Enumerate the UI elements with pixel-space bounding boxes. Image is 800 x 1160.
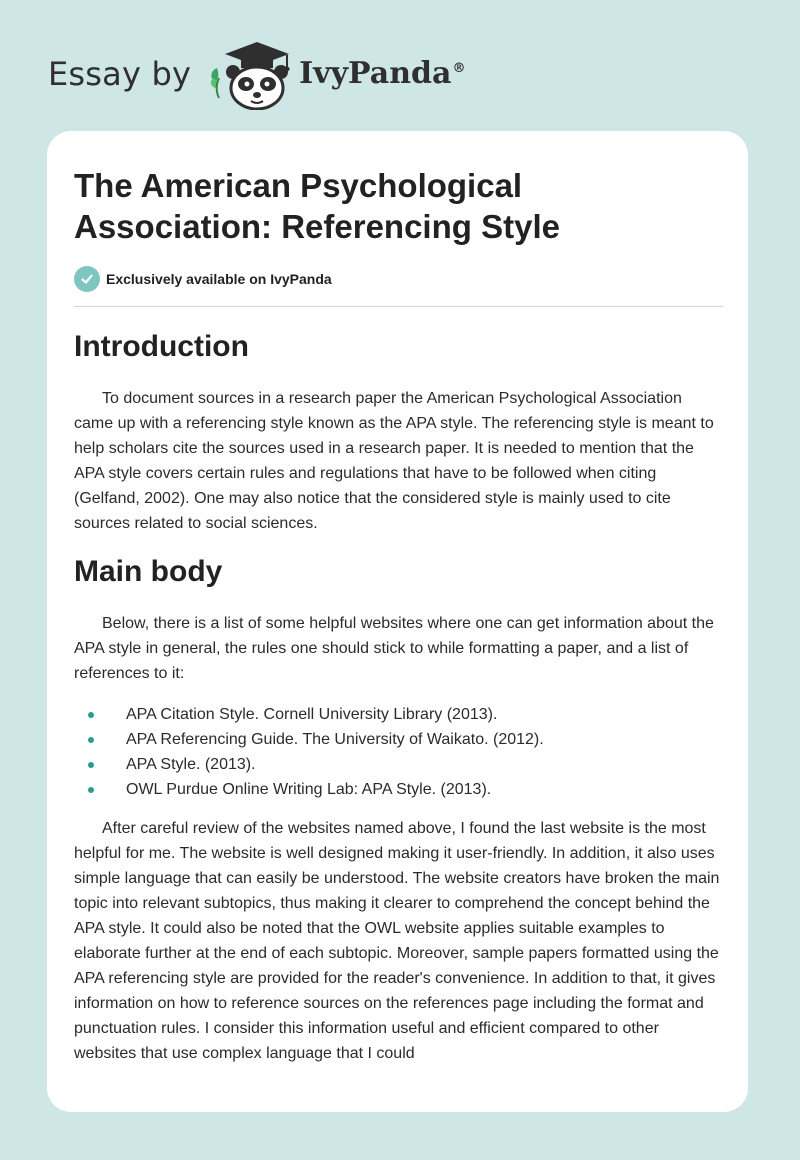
brand-prefix: Essay by <box>48 55 192 93</box>
website-list <box>74 702 723 802</box>
list-item: APA Citation Style. Cornell University Library (2013). <box>74 702 723 727</box>
list-item: APA Style. (2013). <box>74 752 723 777</box>
article-title: The American Psychological Association: Referencing Style <box>74 167 560 245</box>
exclusive-badge <box>74 265 723 293</box>
badge-text: Exclusively available on IvyPanda <box>106 271 332 287</box>
panda-graduate-icon <box>205 38 295 110</box>
article-card <box>47 131 748 1112</box>
brand-header[interactable] <box>48 34 465 114</box>
divider <box>74 306 723 307</box>
list-item: OWL Purdue Online Writing Lab: APA Style. (2013). <box>74 777 723 802</box>
brand-name: IvyPanda® <box>299 56 466 91</box>
registered-mark: ® <box>452 61 466 76</box>
list-item: APA Referencing Guide. The University of Waikato. (2012). <box>74 727 723 752</box>
intro-paragraph: To document sources in a research paper the American Psychological Association came up with a referencing style known as the APA style. The referencing style is meant to help scholars cite the sources used in a research paper. It is needed to mention that the APA style covers certain rules and regulations that have to be followed when citing (Gelfand, 2002). One may also notice that the considered style is mainly used to cite sources related to social sciences. <box>74 390 714 532</box>
check-icon <box>74 266 100 292</box>
section-heading-main-body: Main body <box>74 555 223 588</box>
main-paragraph-1: Below, there is a list of some helpful websites where one can get information about the APA style in general, the rules one should stick to while formatting a paper, and a list of references to it: <box>74 615 714 682</box>
main-paragraph-2: After careful review of the websites named above, I found the last website is the most helpful for me. The website is well designed making it user-friendly. In addition, it also uses simple language that can easily be understood. The website creators have broken the main topic into relevant subtopics, thus making it clearer to comprehend the concept behind the APA style. It could also be noted that the OWL website applies suitable examples to elaborate further at the end of each subtopic. Moreover, sample papers formatted using the APA referencing style are provided for the reader's convenience. In addition to that, it gives information on how to reference sources on the references page including the format and punctuation rules. I consider this information useful and efficient compared to other websites that use complex language that I could <box>74 820 720 1062</box>
section-heading-introduction: Introduction <box>74 330 249 363</box>
